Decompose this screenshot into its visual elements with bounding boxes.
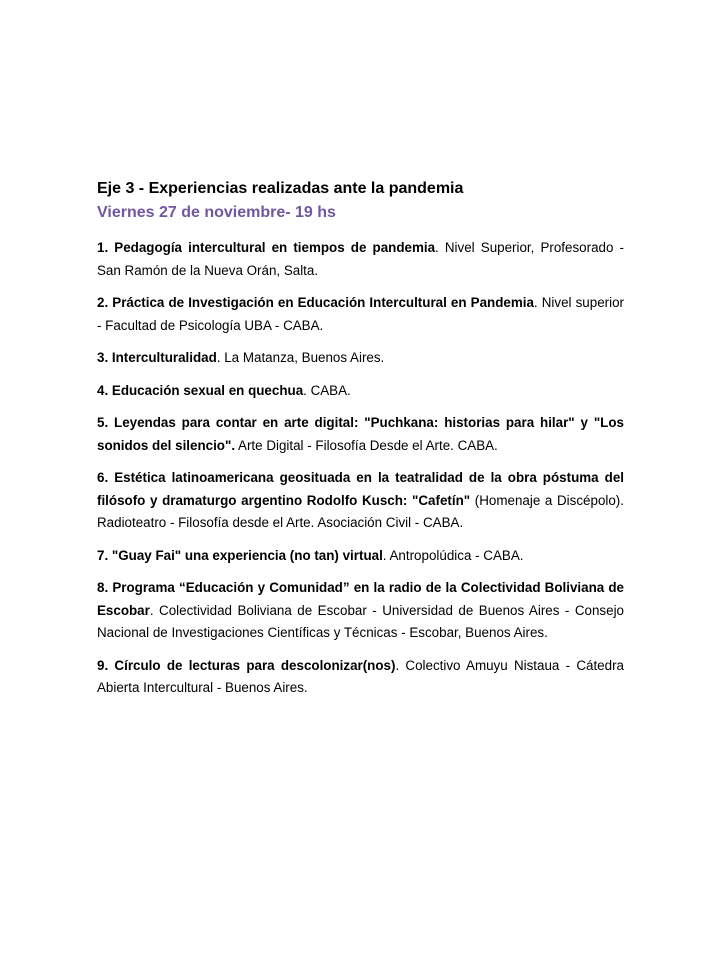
list-item: [97, 467, 624, 535]
item-details: . Nivel superior - Facultad de Psicología UBA - CABA.: [97, 295, 624, 333]
item-details: (Homenaje a Discépolo). Radioteatro - Filosofía desde el Arte. Asociación Civil - CABA.: [97, 492, 624, 530]
item-title: 8. Programa “Educación y Comunidad” en la radio de la Colectividad Boliviana de Escobar: [97, 580, 624, 618]
list-item: [97, 545, 624, 568]
item-details: . Antropolúdica - CABA.: [382, 547, 524, 563]
item-title: 9. Círculo de lecturas para descolonizar(nos): [97, 657, 396, 673]
item-title: 6. Estética latinoamericana geosituada en la teatralidad de la obra póstuma del filósofo y dramaturgo argentino Rodolfo Kusch: "Cafetín": [97, 470, 624, 508]
section-heading: Eje 3 - Experiencias realizadas ante la pandemia: [97, 180, 464, 197]
item-title: 2. Práctica de Investigación en Educación Intercultural en Pandemia: [97, 295, 534, 310]
item-title: 3. Interculturalidad: [97, 350, 217, 365]
list-item: [97, 347, 624, 370]
list-item: [97, 412, 624, 457]
item-details: . Colectivo Amuyu Nistaua - Cátedra Abierta Intercultural - Buenos Aires.: [97, 657, 624, 695]
item-title: 5. Leyendas para contar en arte digital: "Puchkana: historias para hilar" y "Los sonidos del silencio".: [97, 415, 624, 453]
list-item: [97, 577, 624, 645]
item-details: . Colectividad Boliviana de Escobar - Universidad de Buenos Aires - Consejo Nacional de Investigaciones Científicas y Técnicas - Escobar, Buenos Aires.: [97, 602, 624, 640]
document-page: [97, 178, 624, 710]
event-date-subheading: Viernes 27 de noviembre- 19 hs: [97, 204, 336, 221]
list-item: [97, 655, 624, 700]
item-details: . CABA.: [303, 382, 351, 398]
item-title: 1. Pedagogía intercultural en tiempos de pandemia: [97, 240, 436, 255]
list-item: [97, 380, 624, 403]
list-item: [97, 292, 624, 337]
item-title: 7. "Guay Fai" una experiencia (no tan) virtual: [97, 547, 383, 563]
item-title: 4. Educación sexual en quechua: [97, 382, 304, 398]
item-details: Arte Digital - Filosofía Desde el Arte. CABA.: [235, 437, 498, 453]
item-details: . La Matanza, Buenos Aires.: [216, 350, 385, 365]
item-details: . Nivel Superior, Profesorado - San Ramón de la Nueva Orán, Salta.: [97, 240, 624, 278]
list-item: [97, 237, 624, 282]
